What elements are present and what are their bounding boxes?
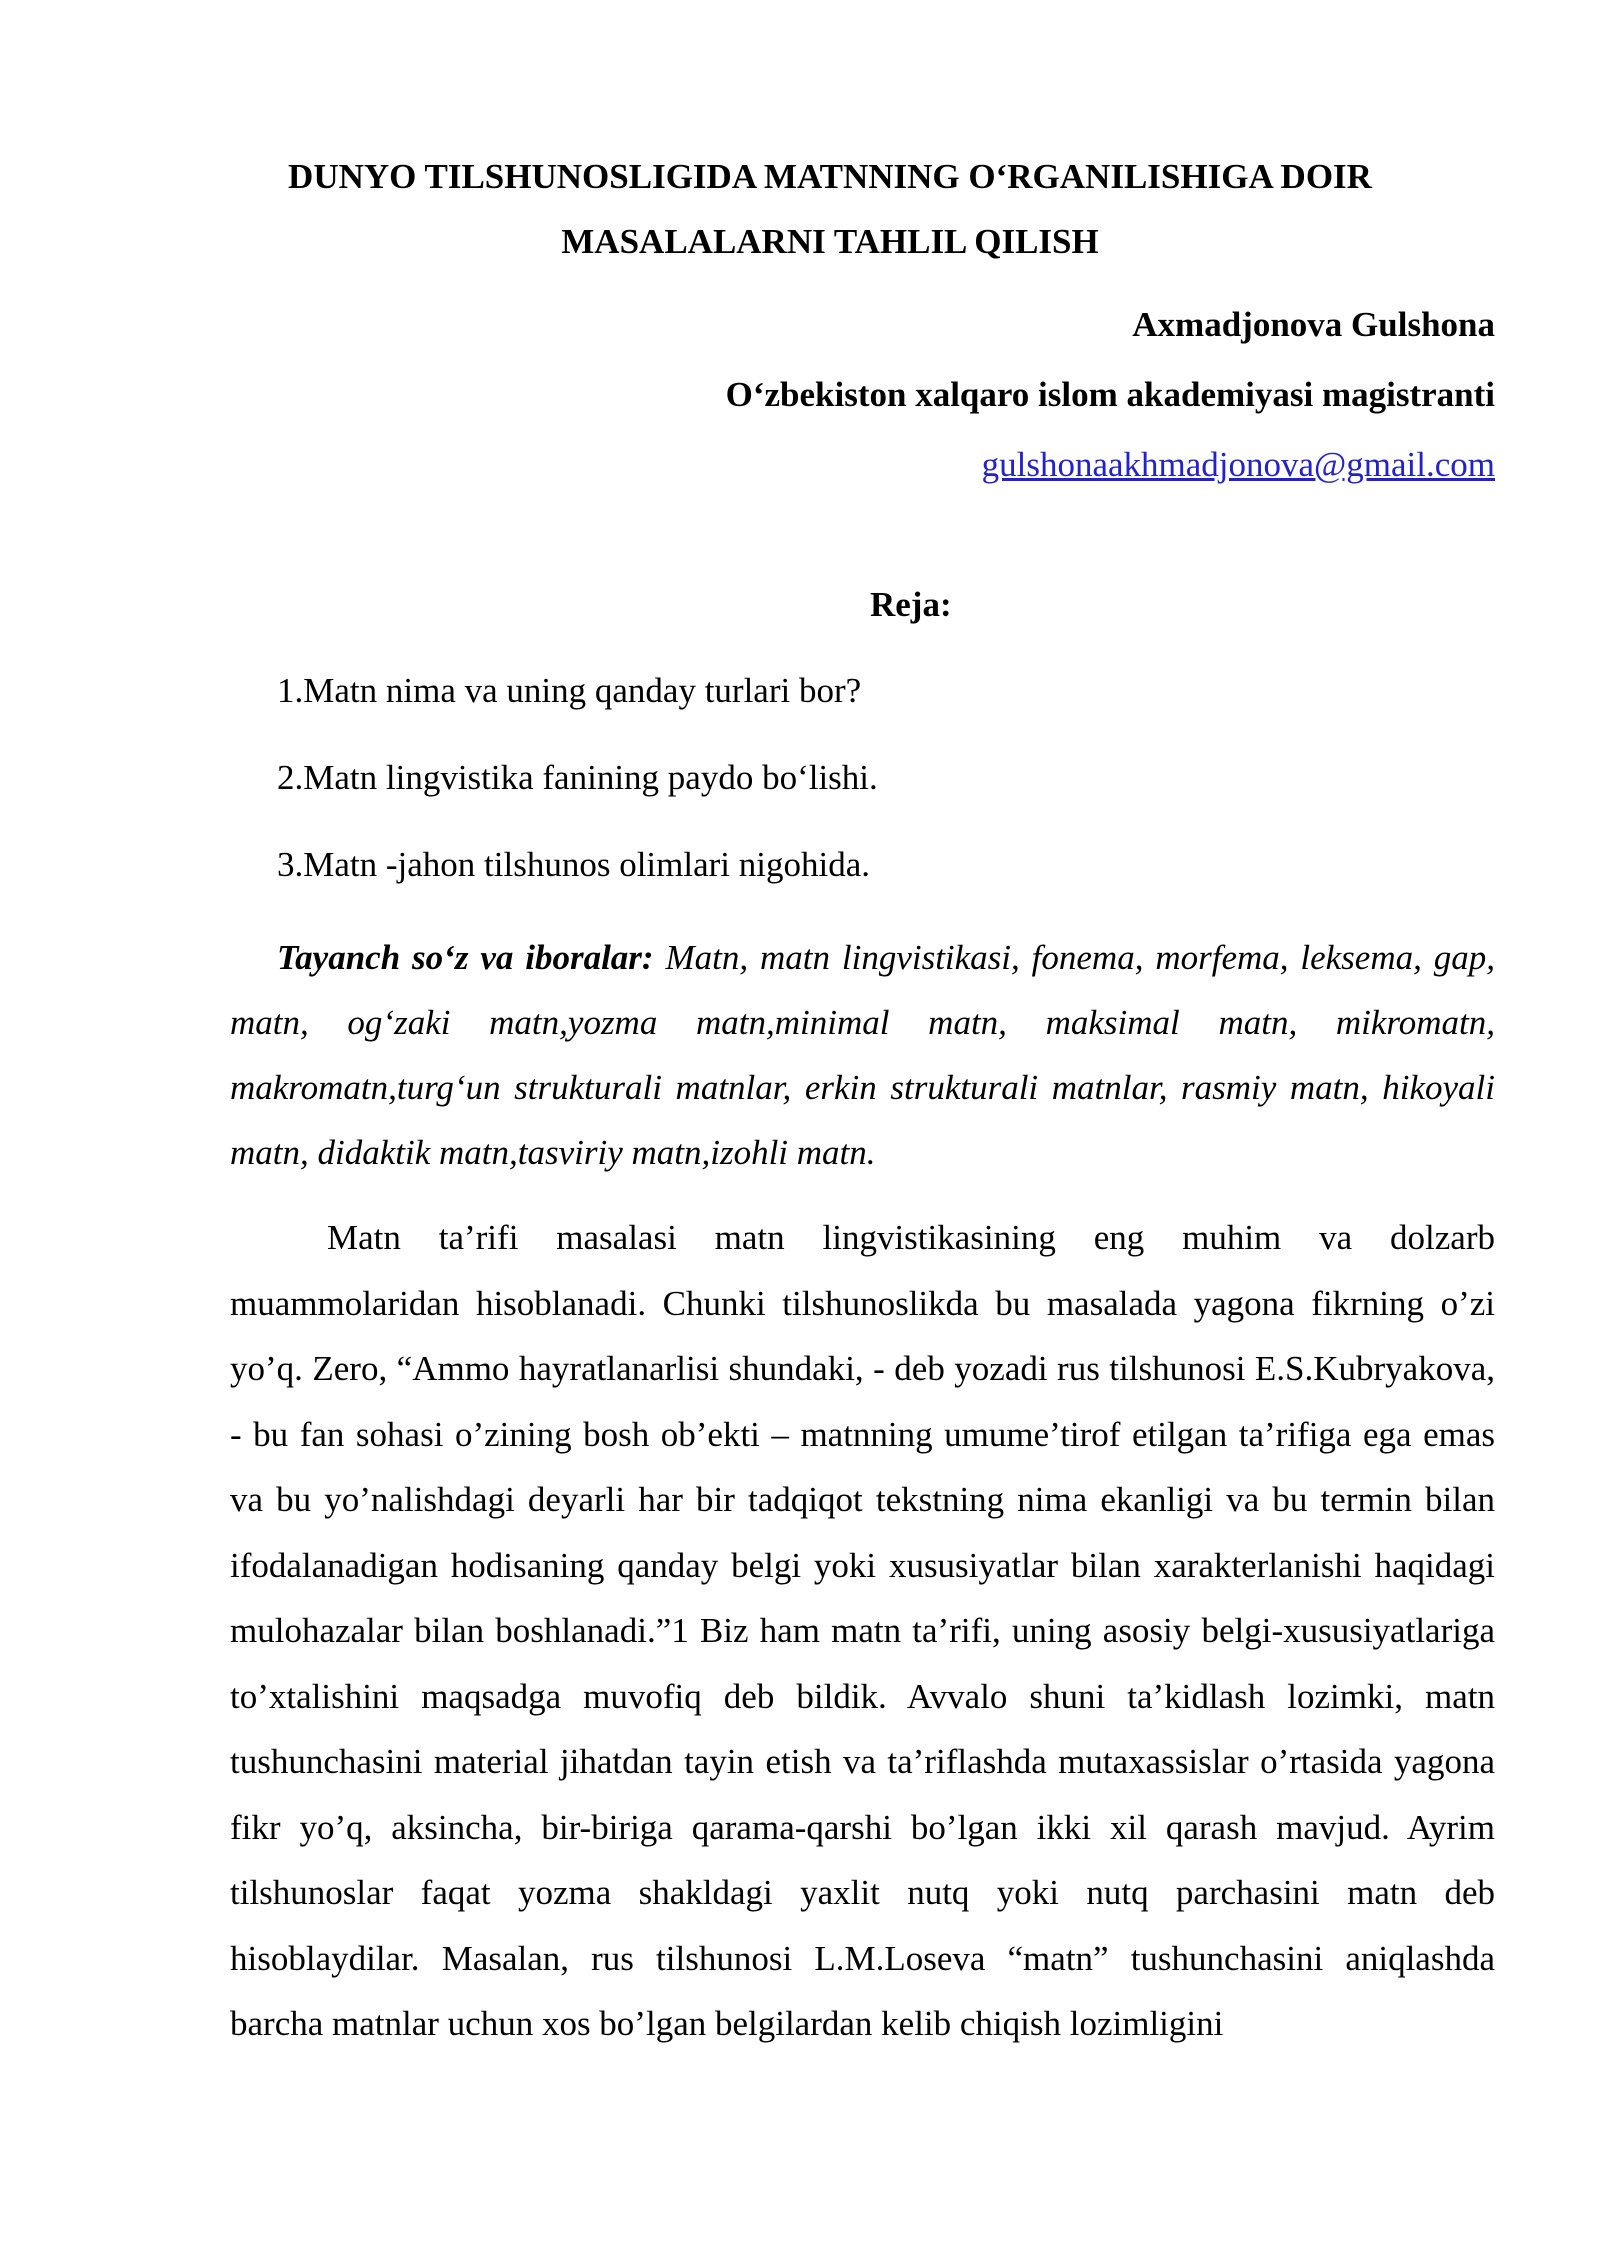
title-line-1: DUNYO TILSHUNOSLIGIDA MATNNING O‘RGANILISHIGA DOIR [288, 157, 1372, 196]
keywords-paragraph [230, 925, 1495, 1185]
plan-item: 1.Matn nima va uning qanday turlari bor? [277, 671, 862, 710]
keywords-text: Matn, matn lingvistikasi, fonema, morfema, leksema, gap, matn, og‘zaki matn,yozma matn,minimal matn, maksimal matn, mikromatn, makromatn,turg‘un strukturali matnlar, erkin strukturali matnlar, rasmiy matn, hikoyali matn, didaktik matn,tasviriy matn,izohli matn. [230, 938, 1495, 1172]
author-affiliation: O‘zbekiston xalqaro islom akademiyasi magistranti [725, 375, 1495, 414]
body-paragraph: Matn ta’rifi masalasi matn lingvistikasining eng muhim va dolzarb muammolaridan hisoblanadi. Chunki tilshunoslikda bu masalada yagona fikrning o’zi yo’q. Zero, “Ammo hayratlanarlisi shundaki, - deb yozadi rus tilshunosi E.S.Kubryakova, - bu fan sohasi o’zining bosh ob’ekti – matnning umume’tirof etilgan ta’rifiga ega emas va bu yo’nalishdagi deyarli har bir tadqiqot tekstning nima ekanligi va bu termin bilan ifodalanadigan hodisaning qanday belgi yoki xususiyatlar bilan xarakterlanishi haqidagi mulohazalar bilan boshlanadi.”1 Biz ham matn ta’rifi, uning asosiy belgi-xususiyatlariga to’xtalishini maqsadga muvofiq deb bildik. Avvalo shuni ta’kidlash lozimki, matn tushunchasini material jihatdan tayin etish va ta’riflashda mutaxassislar o’rtasida yagona fikr yo’q, aksincha, bir-biriga qarama-qarshi bo’lgan ikki xil qarash mavjud. Ayrim tilshunoslar faqat yozma shakldagi yaxlit nutq yoki nutq parchasini matn deb hisoblaydilar. Masalan, rus tilshunosi L.M.Loseva “matn” tushunchasini aniqlashda barcha matnlar uchun xos bo’lgan belgilardan kelib chiqish lozimligini [230, 1218, 1495, 2043]
plan-item: 3.Matn -jahon tilshunos olimlari nigohida. [277, 845, 871, 884]
author-email-link[interactable]: gulshonaakhmadjonova@gmail.com [981, 445, 1495, 484]
author-name: Axmadjonova Gulshona [1132, 305, 1495, 344]
plan-item: 2.Matn lingvistika fanining paydo bo‘lishi. [277, 758, 878, 797]
plan-heading: Reja: [870, 585, 952, 624]
keywords-label: Tayanch so‘z va iboralar: [277, 938, 654, 977]
title-line-2: MASALALARNI TAHLIL QILISH [561, 222, 1099, 261]
